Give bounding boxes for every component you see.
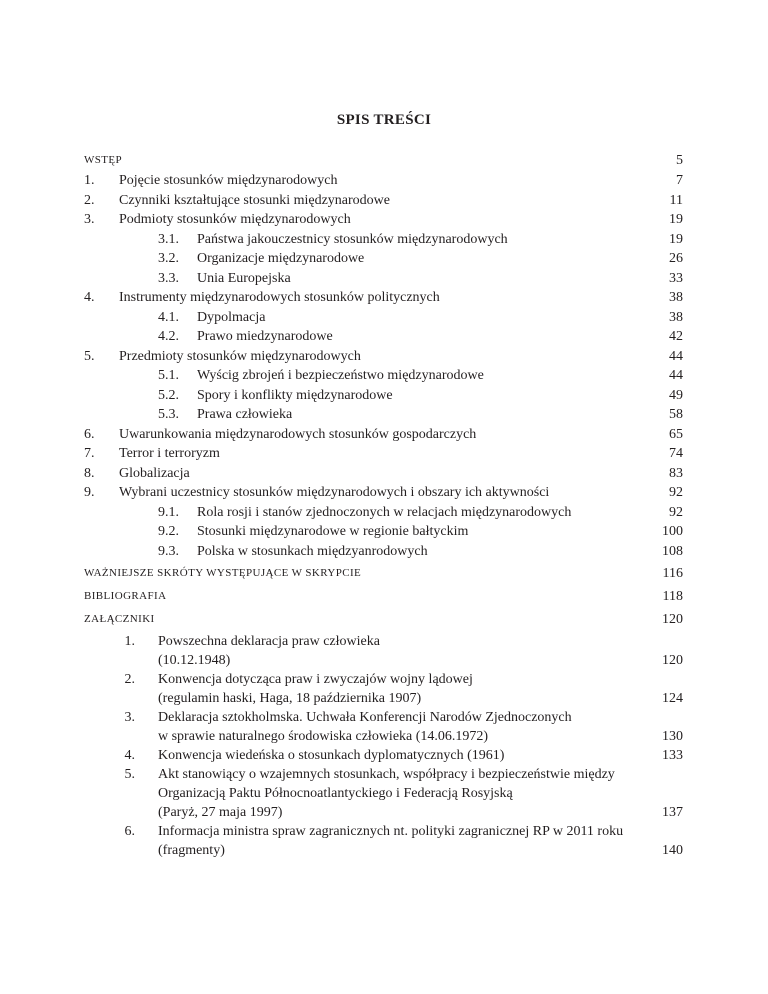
toc-entry <box>84 327 683 347</box>
toc-entry-page: 120 <box>662 612 683 627</box>
toc-entry <box>84 308 683 328</box>
toc-entry <box>84 609 683 630</box>
attachment-title-line: w sprawie naturalnego środowiska człowieka (14.06.1972) <box>158 729 489 744</box>
toc-entry-page: 5 <box>676 153 683 168</box>
toc-entry-title: Podmioty stosunków międzynarodowych <box>119 212 351 227</box>
toc-entry-page: 116 <box>662 566 683 581</box>
toc-entry-page: 100 <box>662 524 683 539</box>
toc-entry-title: BIBLIOGRAFIA <box>84 590 167 602</box>
toc-entry-page: 92 <box>669 485 683 500</box>
toc-entry-number: 9.1. <box>158 504 179 520</box>
toc-entry-title: ZAŁĄCZNIKI <box>84 613 155 625</box>
toc-entry-title: Czynniki kształtujące stosunki międzynarodowe <box>119 192 390 208</box>
attachment-entry <box>84 632 683 670</box>
toc-entry-page: 65 <box>669 426 683 442</box>
toc-entry-page: 44 <box>669 348 683 364</box>
toc-entry-title: Dypolmacja <box>197 309 266 325</box>
attachment-title-line: (fragmenty) <box>158 843 225 858</box>
toc-entry <box>84 171 683 191</box>
toc-entry-page: 26 <box>669 251 683 266</box>
toc-entry-number: 5. <box>84 348 95 364</box>
toc-entry-number: 4.1. <box>158 309 179 325</box>
attachment-title-line: (regulamin haski, Haga, 18 października 1907) <box>158 691 422 706</box>
attachment-title-line: Powszechna deklaracja praw człowieka <box>158 634 380 649</box>
toc-entry <box>84 425 683 445</box>
toc-entry-page: 108 <box>662 543 683 559</box>
toc-entry-page: 83 <box>669 465 683 481</box>
toc-entry-number: 4. <box>84 290 95 305</box>
toc-entry-title: Uwarunkowania międzynarodowych stosunków gospodarczych <box>119 426 477 442</box>
attachment-title <box>158 632 683 670</box>
attachment-title-line: Konwencja dotycząca praw i zwyczajów wojny lądowej <box>158 672 473 687</box>
toc-entry-title: WAŻNIEJSZE SKRÓTY WYSTĘPUJĄCE W SKRYPCIE <box>84 567 362 579</box>
attachment-page: 140 <box>662 843 683 858</box>
toc-entry-title: Przedmioty stosunków międzynarodowych <box>119 348 361 364</box>
attachment-title <box>158 765 683 822</box>
attachment-title <box>158 670 683 708</box>
toc-entry-page: 44 <box>669 368 683 383</box>
toc-entry-number: 5.1. <box>158 368 179 383</box>
toc-entry-number: 1. <box>84 173 95 188</box>
toc-entry <box>84 230 683 250</box>
toc-entry-number: 3. <box>84 212 95 227</box>
toc-entry-number: 2. <box>84 192 95 208</box>
toc-entry-page: 7 <box>676 173 683 188</box>
toc-entry-number: 9. <box>84 485 95 500</box>
toc-entry-title: Unia Europejska <box>197 270 291 286</box>
toc-entry <box>84 249 683 269</box>
toc-entry <box>84 405 683 425</box>
toc-entry-number: 9.2. <box>158 524 179 539</box>
attachment-title-line: Akt stanowiący o wzajemnych stosunkach, współpracy i bezpieczeństwie między <box>158 767 615 782</box>
attachment-title-line: Organizacją Paktu Północnoatlantyckiego i Federacją Rosyjską <box>158 786 513 801</box>
toc-entries <box>84 150 683 630</box>
toc-entry <box>84 150 683 171</box>
toc-entry <box>84 347 683 367</box>
toc-entry-title: Państwa jakouczestnicy stosunków międzynarodowych <box>197 231 508 247</box>
toc-entry-page: 38 <box>669 290 683 305</box>
attachment-page: 124 <box>662 691 683 706</box>
toc-entry <box>84 483 683 503</box>
toc-entry <box>84 542 683 562</box>
toc-entry-title: Polska w stosunkach międzyanrodowych <box>197 543 428 559</box>
attachment-number: 4. <box>124 748 135 763</box>
toc-entry-title: Terror i terroryzm <box>119 446 220 461</box>
toc-entry-number: 3.1. <box>158 231 179 247</box>
toc-entry-page: 19 <box>669 212 683 227</box>
toc-entry-title: Rola rosji i stanów zjednoczonych w relacjach międzynarodowych <box>197 504 572 520</box>
attachment-title-line: Informacja ministra spraw zagranicznych nt. polityki zagranicznej RP w 2011 roku <box>158 824 624 839</box>
attachment-entry <box>84 822 683 860</box>
toc-entry-number: 9.3. <box>158 543 179 559</box>
attachment-number: 2. <box>124 672 135 687</box>
attachment-page: 120 <box>662 653 683 668</box>
attachment-entry <box>84 708 683 746</box>
toc-entry <box>84 191 683 211</box>
attachment-page: 133 <box>662 748 683 763</box>
toc-entry-page: 92 <box>669 504 683 520</box>
attachment-number: 3. <box>124 710 135 725</box>
attachment-title-line: (Paryż, 27 maja 1997) <box>158 805 283 820</box>
toc-entry-number: 8. <box>84 465 95 481</box>
toc-entry-page: 118 <box>662 589 683 604</box>
toc-entry <box>84 464 683 484</box>
toc-attachments <box>84 632 683 860</box>
attachment-entry <box>84 670 683 708</box>
toc-entry-title: WSTĘP <box>84 154 123 166</box>
attachment-title-line: (10.12.1948) <box>158 653 231 668</box>
attachment-entry <box>84 765 683 822</box>
toc-entry-page: 19 <box>669 231 683 247</box>
toc-entry-title: Stosunki międzynarodowe w regionie bałtyckim <box>197 524 469 539</box>
attachment-title <box>158 822 683 860</box>
table-of-contents <box>84 150 683 860</box>
attachment-number: 6. <box>124 824 135 839</box>
toc-entry-title: Instrumenty międzynarodowych stosunków politycznych <box>119 290 440 305</box>
toc-entry-page: 11 <box>669 192 683 208</box>
toc-entry-title: Prawo miedzynarodowe <box>197 329 333 344</box>
toc-entry-title: Organizacje międzynarodowe <box>197 251 365 266</box>
toc-entry-title: Wyścig zbrojeń i bezpieczeństwo międzynarodowe <box>197 368 484 383</box>
toc-entry-title: Pojęcie stosunków międzynarodowych <box>119 173 338 188</box>
toc-entry-title: Wybrani uczestnicy stosunków międzynarodowych i obszary ich aktywności <box>119 485 550 500</box>
toc-entry-page: 74 <box>669 446 683 461</box>
attachment-page: 137 <box>662 805 683 820</box>
toc-entry-number: 6. <box>84 426 95 442</box>
attachment-number: 5. <box>124 767 135 782</box>
attachment-title <box>158 708 683 746</box>
attachment-number: 1. <box>124 634 135 649</box>
toc-entry-number: 3.3. <box>158 270 179 286</box>
attachment-entry <box>84 746 683 765</box>
attachment-title-line: Deklaracja sztokholmska. Uchwała Konferencji Narodów Zjednoczonych <box>158 710 572 725</box>
toc-entry <box>84 269 683 289</box>
toc-entry-page: 42 <box>669 329 683 344</box>
attachment-title-line: Konwencja wiedeńska o stosunkach dyplomatycznych (1961) <box>158 748 505 763</box>
attachment-title <box>158 746 683 765</box>
toc-entry <box>84 366 683 386</box>
toc-entry <box>84 503 683 523</box>
toc-entry <box>84 444 683 464</box>
toc-entry <box>84 386 683 406</box>
toc-entry-number: 4.2. <box>158 329 179 344</box>
toc-entry-number: 5.3. <box>158 407 179 422</box>
toc-entry-page: 58 <box>669 407 683 422</box>
toc-entry <box>84 522 683 542</box>
toc-entry <box>84 563 683 584</box>
toc-entry-number: 3.2. <box>158 251 179 266</box>
toc-entry-title: Prawa człowieka <box>197 407 293 422</box>
toc-entry-number: 5.2. <box>158 387 179 403</box>
toc-entry-page: 49 <box>669 387 683 403</box>
toc-entry-page: 38 <box>669 309 683 325</box>
toc-entry <box>84 586 683 607</box>
toc-entry-title: Spory i konflikty międzynarodowe <box>197 387 393 403</box>
attachment-page: 130 <box>662 729 683 744</box>
toc-entry-page: 33 <box>669 270 683 286</box>
toc-entry <box>84 288 683 308</box>
toc-entry <box>84 210 683 230</box>
toc-entry-title: Globalizacja <box>119 465 190 481</box>
page-title: SPIS TREŚCI <box>336 112 432 128</box>
toc-entry-number: 7. <box>84 446 95 461</box>
